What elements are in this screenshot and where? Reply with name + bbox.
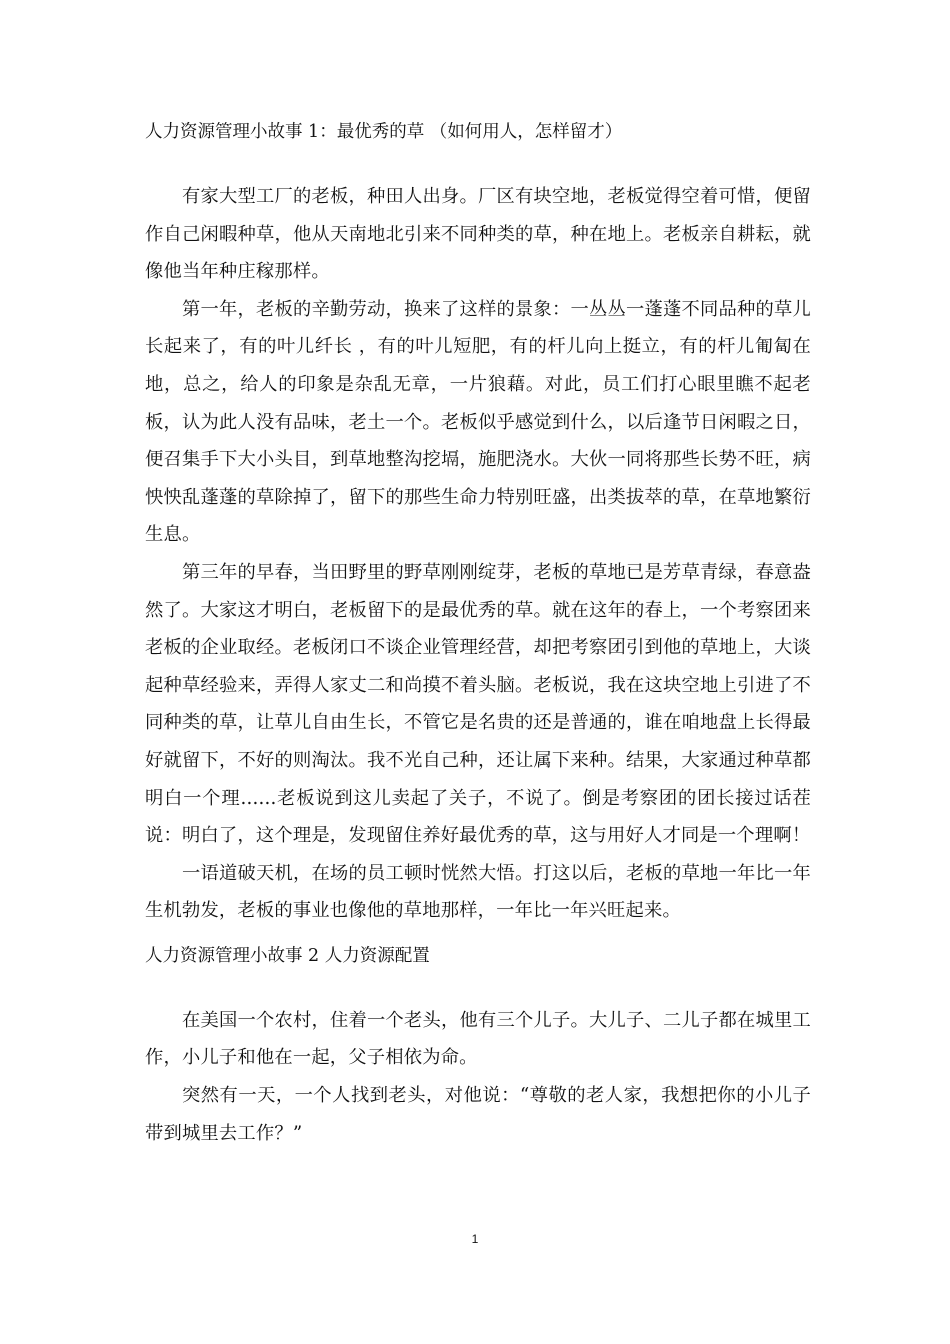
story2-paragraph-2: 突然有一天，一个人找到老头，对他说：“尊敬的老人家，我想把你的小儿子带到城里去工作？” [145, 1085, 811, 1144]
story1-paragraph-4: 一语道破天机，在场的员工顿时恍然大悟。打这以后，老板的草地一年比一年生机勃发，老板的事业也像他的草地那样，一年比一年兴旺起来。 [145, 862, 811, 922]
spacer [145, 146, 811, 178]
story2-paragraph-1: 在美国一个农村，住着一个老头，他有三个儿子。大儿子、二儿子都在城里工作，小儿子和他在一起，父子相依为命。 [145, 1009, 811, 1069]
story2-title: 人力资源管理小故事 2 人力资源配置 [145, 945, 430, 966]
story1-paragraph-3: 第三年的早春，当田野里的野草刚刚绽芽，老板的草地已是芳草青绿，春意盎然了。大家这才明白，老板留下的是最优秀的草。就在这年的春上，一个考察团来老板的企业取经。老板闭口不谈企业管理经营，却把考察团引到他的草地上，大谈起种草经验来，弄得人家丈二和尚摸不着头脑。老板说，我在这块空地上引进了不同种类的草，让草儿自由生长，不管它是名贵的还是普通的，谁在咱地盘上长得最好就留下，不好的则淘汰。我不光自己种，还让属下来种。结果，大家通过种草都明白一个理......老板说到这儿卖起了关子，不说了。倒是考察团的团长接过话茬说：明白了，这个理是，发现留住养好最优秀的草，这与用好人才同是一个理啊！ [145, 561, 811, 847]
section-break [145, 930, 811, 942]
spacer [145, 970, 811, 1002]
document-page [145, 118, 811, 1152]
page-number: 1 [471, 1232, 479, 1246]
story1-paragraph-2: 第一年，老板的辛勤劳动，换来了这样的景象：一丛丛一蓬蓬不同品种的草儿长起来了，有的叶儿纤长 ，有的叶儿短肥，有的杆儿向上挺立，有的杆儿匍匐在地，总之，给人的印象是杂乱无章，一片狼藉。对此，员工们打心眼里瞧不起老板，认为此人没有品味，老土一个。老板似乎感觉到什么，以后逢节日闲暇之日，便召集手下大小头目，到草地整沟挖塥，施肥浇水。大伙一同将那些长势不旺，病怏怏乱蓬蓬的草除掉了，留下的那些生命力特别旺盛，出类拔萃的草，在草地繁衍生息。 [145, 298, 811, 546]
story1-title: 人力资源管理小故事 1：最优秀的草 （如何用人，怎样留才） [145, 122, 623, 142]
story1-paragraph-1: 有家大型工厂的老板，种田人出身。厂区有块空地，老板觉得空着可惜，便留作自己闲暇种草，他从天南地北引来不同种类的草，种在地上。老板亲自耕耘，就像他当年种庄稼那样。 [145, 186, 811, 283]
